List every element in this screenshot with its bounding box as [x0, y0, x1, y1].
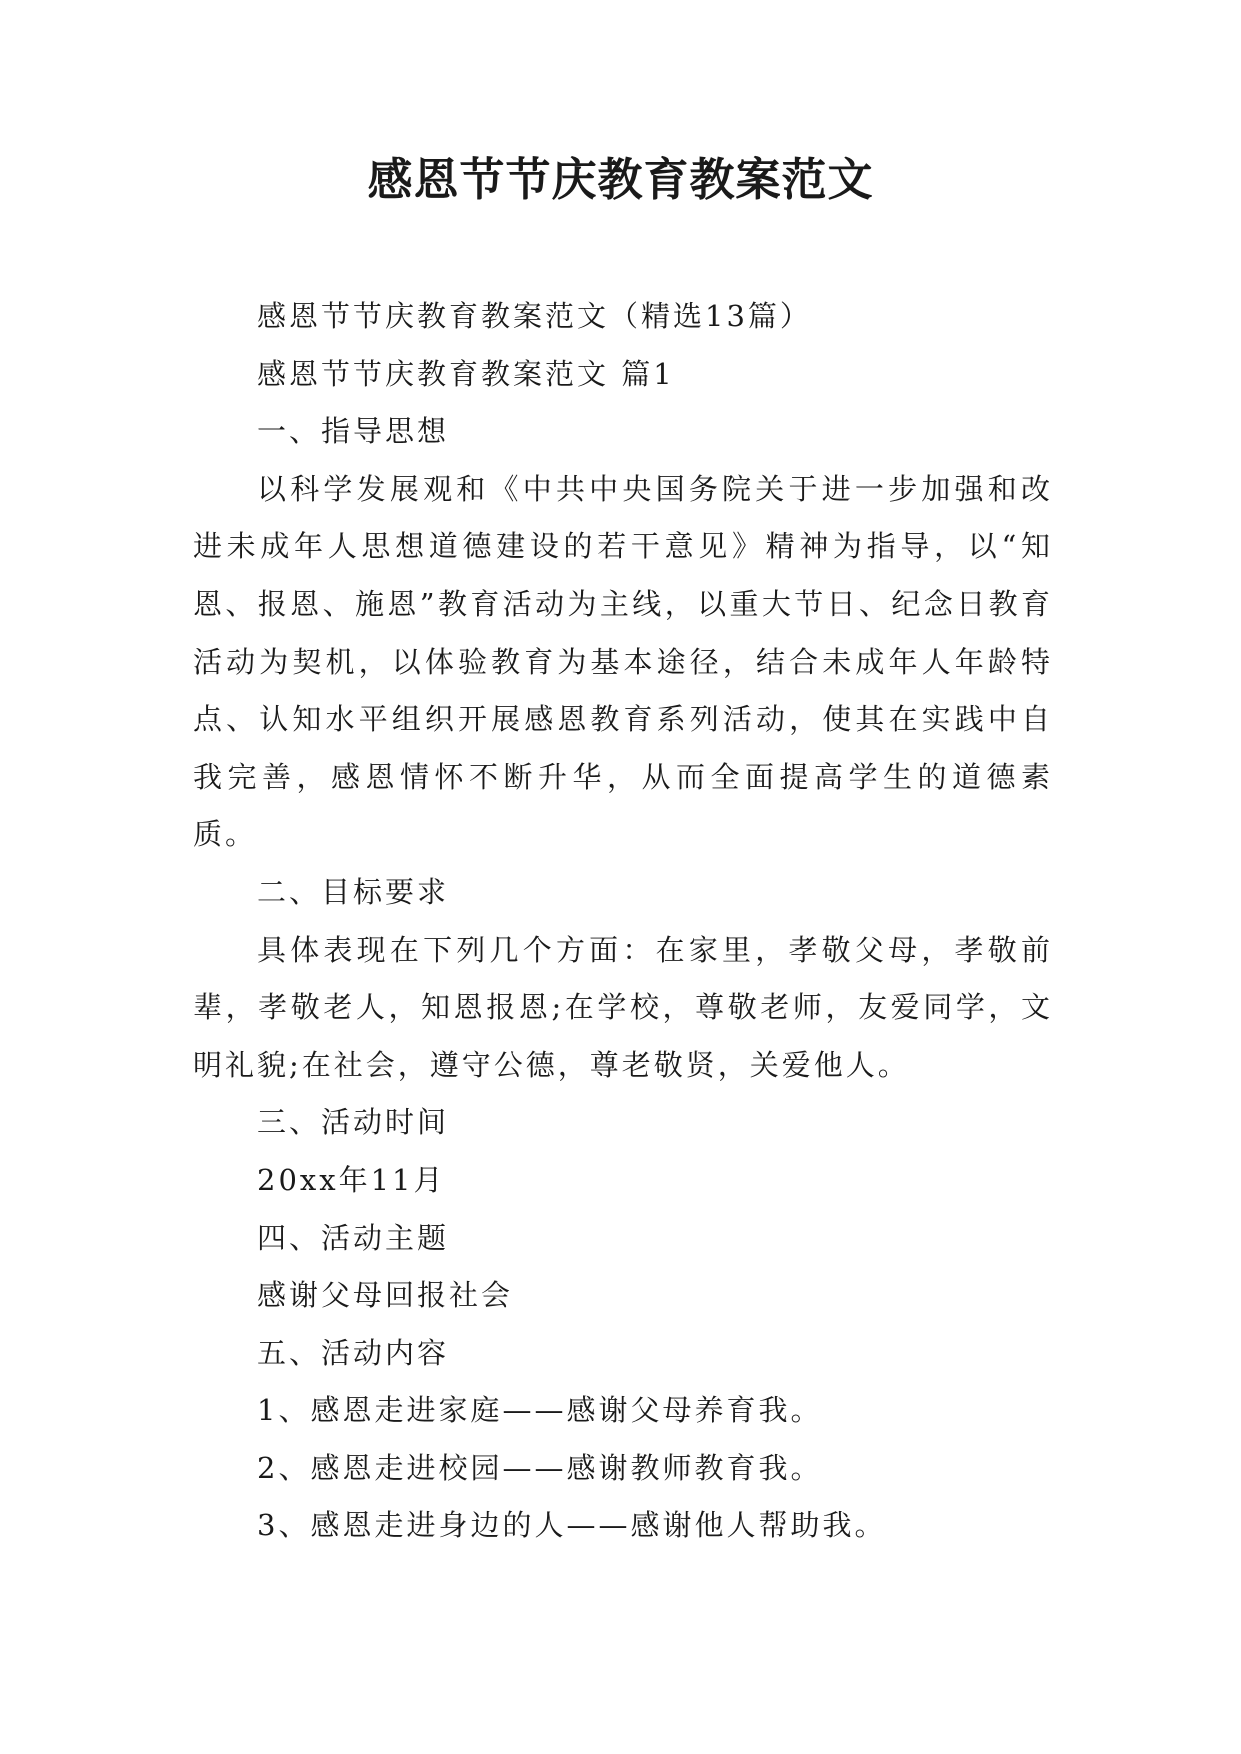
section-heading-goals: 二、目标要求: [257, 874, 450, 909]
list-item: 3、感恩走进身边的人——感谢他人帮助我。: [257, 1508, 887, 1543]
activity-theme-value: 感谢父母回报社会: [257, 1278, 514, 1313]
document-body: [193, 288, 1053, 1555]
document-title: 感恩节节庆教育教案范文: [367, 153, 874, 206]
section-heading-activity-theme: 四、活动主题: [257, 1220, 450, 1255]
activity-time-value: 20xx年11月: [257, 1162, 446, 1197]
list-item: 1、感恩走进家庭——感谢父母养育我。: [257, 1393, 823, 1428]
article-heading: 感恩节节庆教育教案范文 篇1: [257, 356, 675, 391]
section-heading-activity-time: 三、活动时间: [257, 1105, 450, 1140]
section-heading-activity-content: 五、活动内容: [257, 1335, 450, 1370]
section-heading-guiding-ideology: 一、指导思想: [257, 414, 450, 449]
list-item: 2、感恩走进校园——感谢教师教育我。: [257, 1450, 823, 1485]
paragraph-goals: 具体表现在下列几个方面：在家里，孝敬父母，孝敬前辈，孝敬老人，知恩报恩;在学校，尊敬老师，友爱同学，文明礼貌;在社会，遵守公德，尊老敬贤，关爱他人。: [193, 932, 1053, 1082]
paragraph-guiding-ideology: 以科学发展观和《中共中央国务院关于进一步加强和改进未成年人思想道德建设的若干意见》精神为指导，以“知恩、报恩、施恩”教育活动为主线，以重大节日、纪念日教育活动为契机，以体验教育为基本途径，结合未成年人年龄特点、认知水平组织开展感恩教育系列活动，使其在实践中自我完善，感恩情怀不断升华，从而全面提高学生的道德素质。: [193, 471, 1053, 852]
document-subtitle: 感恩节节庆教育教案范文（精选13篇）: [257, 299, 812, 333]
